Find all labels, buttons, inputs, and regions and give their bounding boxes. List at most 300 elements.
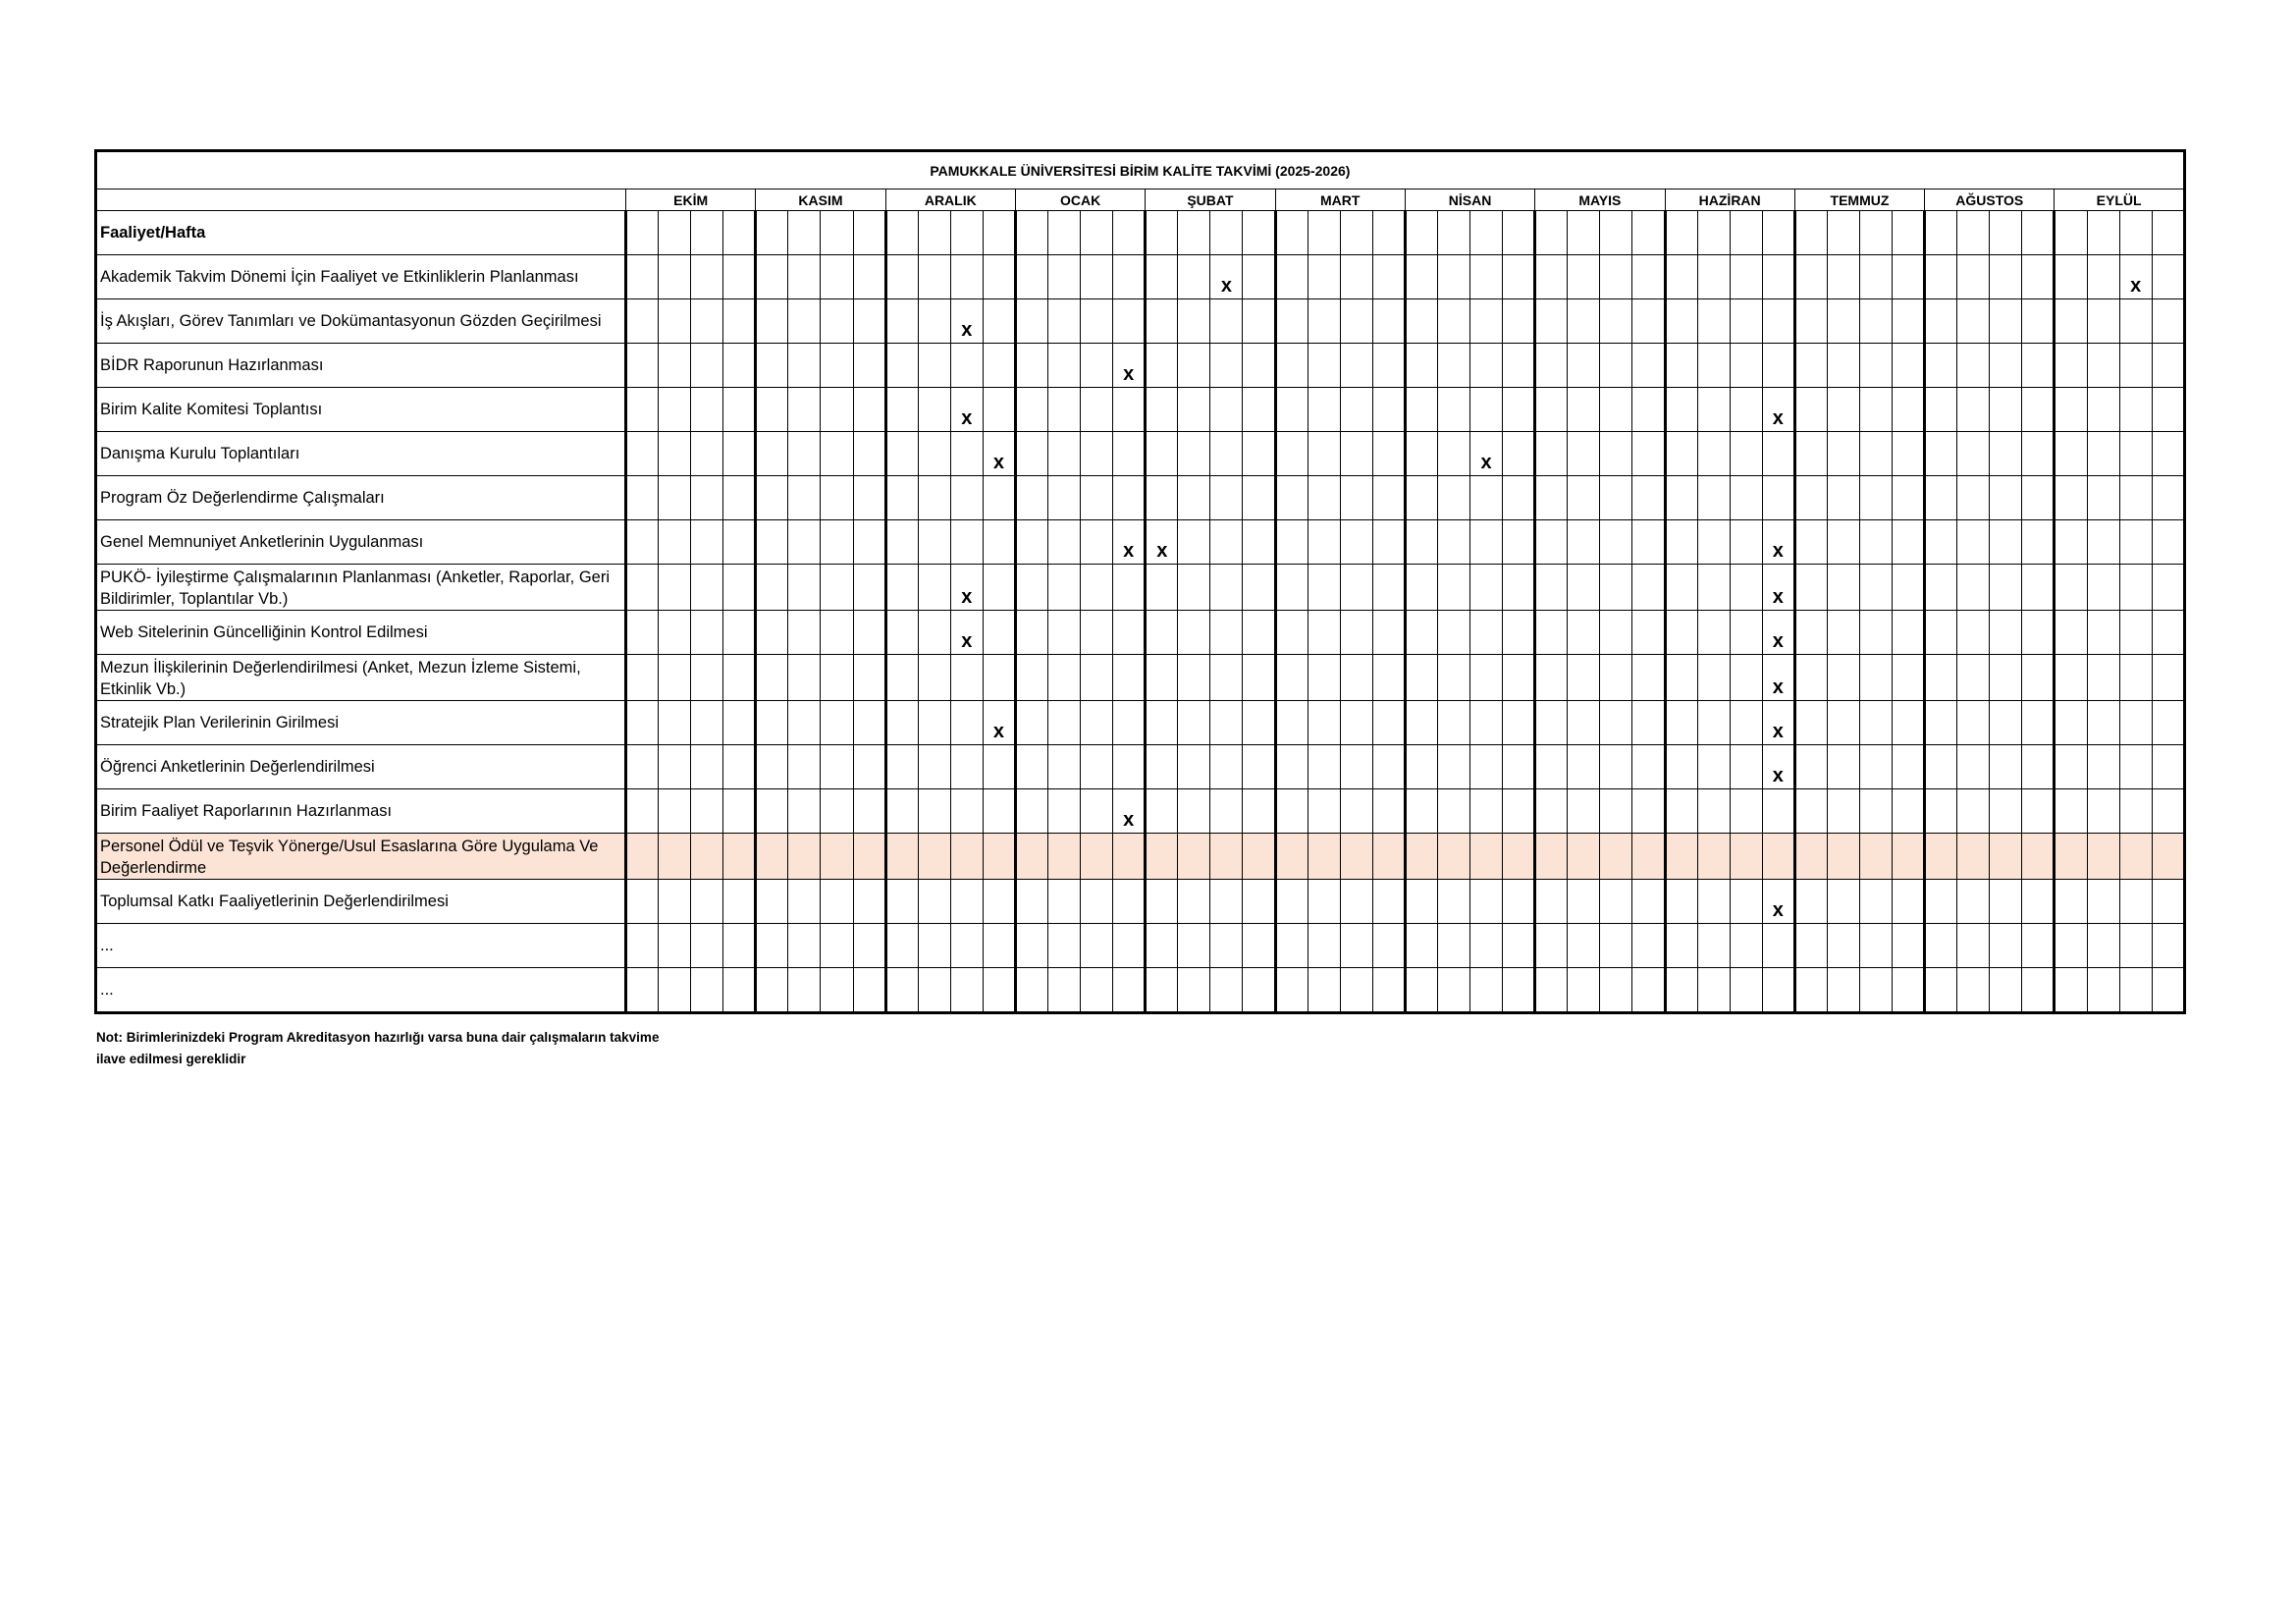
activity-week-cell [1827,701,1859,745]
activity-week-cell [659,565,691,611]
activity-week-cell [1730,565,1762,611]
activity-label: Danışma Kurulu Toplantıları [96,432,626,476]
activity-week-cell [1243,255,1275,299]
x-mark: x [1156,540,1168,562]
activity-week-cell [626,344,659,388]
month-header: HAZİRAN [1665,189,1794,211]
activity-week-cell [1210,611,1243,655]
activity-week-cell [1405,432,1437,476]
activity-week-cell [2119,520,2152,565]
activity-week-cell [821,520,853,565]
activity-week-cell [1632,880,1665,924]
activity-week-cell [1113,655,1146,701]
activity-week-cell [1794,701,1827,745]
activity-week-cell [1372,388,1405,432]
activity-week-cell [1665,701,1697,745]
x-mark: x [1123,809,1135,831]
activity-week-cell [1243,476,1275,520]
activity-week-cell [1048,432,1081,476]
activity-week-cell [2087,834,2119,880]
activity-week-cell [1665,968,1697,1013]
activity-week-cell [1275,255,1308,299]
activity-week-cell [659,968,691,1013]
activity-week-cell [2152,432,2184,476]
activity-week-cell [1081,701,1113,745]
activity-week-cell [2152,745,2184,789]
activity-week-cell [1762,611,1794,655]
activity-week-cell [1113,432,1146,476]
activity-week-cell [1893,880,1925,924]
activity-week-cell [885,789,918,834]
activity-week-cell [1015,476,1047,520]
activity-week-cell [1081,880,1113,924]
activity-week-cell [1340,611,1372,655]
activity-week-cell [1665,344,1697,388]
activity-week-cell [1048,834,1081,880]
activity-week-cell [723,299,756,344]
activity-week-cell [1113,968,1146,1013]
activity-week-cell [1308,476,1340,520]
activity-week-cell [2152,701,2184,745]
activity-week-cell [1015,520,1047,565]
month-header: NİSAN [1405,189,1534,211]
activity-week-cell [1340,344,1372,388]
activity-week-cell [1372,565,1405,611]
activity-week-cell [2119,834,2152,880]
activity-week-cell [2119,880,2152,924]
activity-week-cell [1178,344,1210,388]
activity-week-cell [756,611,788,655]
activity-week-cell [2055,432,2087,476]
activity-week-cell [723,565,756,611]
activity-week-cell [1015,834,1047,880]
activity-week-cell [1405,520,1437,565]
activity-week-cell [1632,701,1665,745]
activity-week-cell [1405,565,1437,611]
activity-week-cell [2055,745,2087,789]
activity-week-cell [1275,745,1308,789]
x-mark: x [1772,721,1784,742]
activity-week-cell [723,255,756,299]
activity-week-cell [1113,520,1146,565]
activity-week-cell [1632,299,1665,344]
activity-row [96,565,2185,611]
activity-week-cell [1308,701,1340,745]
quality-calendar-table [94,149,2186,1014]
activity-week-cell [1275,880,1308,924]
activity-week-cell [1437,968,1469,1013]
activity-week-cell [950,655,983,701]
activity-week-cell [756,655,788,701]
activity-week-cell [1925,834,1957,880]
activity-week-cell [1893,565,1925,611]
activity-week-cell [756,432,788,476]
activity-row [96,924,2185,968]
activity-week-cell [1146,611,1178,655]
activity-week-cell [1859,388,1892,432]
activity-week-cell [1859,476,1892,520]
activity-row [96,611,2185,655]
header-week-cell [1859,211,1892,255]
activity-week-cell [1340,255,1372,299]
activity-week-cell [2087,520,2119,565]
activity-week-cell [1340,745,1372,789]
header-week-cell [2022,211,2055,255]
activity-week-cell [1340,476,1372,520]
activity-week-cell [1015,701,1047,745]
activity-week-cell [1210,565,1243,611]
activity-week-cell [1762,565,1794,611]
activity-week-cell [1243,388,1275,432]
activity-week-cell [1015,388,1047,432]
activity-week-cell [1794,388,1827,432]
x-mark: x [1480,452,1492,473]
activity-week-cell [1697,432,1730,476]
activity-week-cell [1243,834,1275,880]
activity-week-cell [2022,255,2055,299]
activity-week-cell [1210,655,1243,701]
x-mark: x [1772,586,1784,608]
activity-week-cell [1178,880,1210,924]
activity-week-cell [1535,968,1568,1013]
activity-week-cell [1081,432,1113,476]
activity-week-cell [1340,924,1372,968]
activity-week-cell [983,565,1015,611]
activity-week-cell [659,299,691,344]
x-mark: x [1772,899,1784,921]
x-mark: x [2130,275,2142,297]
activity-week-cell [1697,299,1730,344]
activity-week-cell [1665,834,1697,880]
activity-week-cell [2022,924,2055,968]
activity-week-cell [788,880,821,924]
activity-week-cell [1015,745,1047,789]
activity-week-cell [853,745,885,789]
activity-week-cell [1794,834,1827,880]
activity-week-cell [1925,432,1957,476]
activity-week-cell [950,299,983,344]
activity-week-cell [1308,255,1340,299]
activity-week-cell [1893,476,1925,520]
activity-week-cell [1568,611,1600,655]
activity-week-cell [950,476,983,520]
activity-week-cell [1697,834,1730,880]
activity-week-cell [1665,789,1697,834]
header-week-cell [723,211,756,255]
activity-week-cell [918,789,950,834]
header-week-cell [1827,211,1859,255]
activity-row [96,701,2185,745]
activity-week-cell [1632,789,1665,834]
activity-week-cell [1827,655,1859,701]
activity-week-cell [723,701,756,745]
activity-week-cell [1730,834,1762,880]
activity-week-cell [1730,388,1762,432]
activity-week-cell [756,344,788,388]
activity-week-cell [1925,565,1957,611]
activity-week-cell [1503,520,1535,565]
activity-week-cell [1113,924,1146,968]
activity-week-cell [1503,745,1535,789]
activity-week-cell [788,745,821,789]
activity-week-cell [1048,565,1081,611]
activity-week-cell [1632,745,1665,789]
activity-week-cell [1081,745,1113,789]
activity-week-cell [1503,611,1535,655]
activity-week-cell [1146,834,1178,880]
activity-week-cell [1762,701,1794,745]
activity-week-cell [691,432,723,476]
x-mark: x [1220,275,1232,297]
activity-week-cell [626,520,659,565]
activity-week-cell [1470,789,1503,834]
activity-week-cell [2152,968,2184,1013]
activity-week-cell [1372,880,1405,924]
activity-week-cell [2152,299,2184,344]
activity-week-cell [1730,880,1762,924]
activity-week-cell [626,299,659,344]
activity-week-cell [1957,968,1990,1013]
activity-week-cell [1990,565,2022,611]
activity-week-cell [659,834,691,880]
activity-week-cell [1632,834,1665,880]
header-week-cell [918,211,950,255]
activity-week-cell [1697,344,1730,388]
activity-week-cell [1210,476,1243,520]
activity-week-cell [1665,520,1697,565]
activity-week-cell [1048,880,1081,924]
activity-week-cell [1210,968,1243,1013]
activity-week-cell [691,924,723,968]
activity-week-cell [1697,745,1730,789]
activity-week-cell [1827,432,1859,476]
activity-week-cell [659,655,691,701]
activity-week-cell [1178,701,1210,745]
activity-week-cell [1275,432,1308,476]
activity-week-cell [1957,344,1990,388]
activity-week-cell [1730,968,1762,1013]
activity-week-cell [2119,611,2152,655]
activity-week-cell [1697,789,1730,834]
activity-week-cell [1535,924,1568,968]
activity-week-cell [1957,924,1990,968]
activity-week-cell [821,924,853,968]
activity-week-cell [1568,520,1600,565]
x-mark: x [992,721,1004,742]
activity-week-cell [2055,968,2087,1013]
activity-week-cell [1113,611,1146,655]
activity-week-cell [1340,520,1372,565]
activity-week-cell [1146,565,1178,611]
activity-week-cell [691,701,723,745]
activity-week-cell [2087,299,2119,344]
activity-week-cell [853,344,885,388]
activity-week-cell [1697,968,1730,1013]
activity-week-cell [885,344,918,388]
activity-week-cell [788,344,821,388]
month-header: OCAK [1015,189,1145,211]
activity-week-cell [691,344,723,388]
activity-week-cell [918,344,950,388]
activity-week-cell [1990,611,2022,655]
header-week-cell [1665,211,1697,255]
activity-week-cell [1990,924,2022,968]
activity-week-cell [2119,476,2152,520]
activity-row [96,476,2185,520]
activity-week-cell [885,476,918,520]
activity-week-cell [1535,476,1568,520]
activity-week-cell [950,701,983,745]
activity-week-cell [1990,701,2022,745]
activity-week-cell [1794,968,1827,1013]
activity-week-cell [691,388,723,432]
activity-week-cell [691,565,723,611]
x-mark: x [1123,363,1135,385]
activity-week-cell [1146,880,1178,924]
activity-week-cell [1535,344,1568,388]
activity-week-cell [1437,388,1469,432]
activity-week-cell [788,655,821,701]
activity-week-cell [1957,255,1990,299]
activity-week-cell [1308,745,1340,789]
activity-week-cell [1794,255,1827,299]
activity-week-cell [2119,924,2152,968]
month-header: ARALIK [885,189,1015,211]
activity-week-cell [1146,655,1178,701]
activity-week-cell [1405,255,1437,299]
activity-week-cell [1535,611,1568,655]
activity-week-cell [2022,834,2055,880]
activity-week-cell [2119,565,2152,611]
activity-week-cell [2119,789,2152,834]
activity-week-cell [1372,476,1405,520]
activity-week-cell [1308,968,1340,1013]
activity-week-cell [788,299,821,344]
activity-week-cell [1210,520,1243,565]
activity-week-cell [1113,255,1146,299]
activity-week-cell [659,344,691,388]
activity-week-cell [1340,789,1372,834]
header-week-cell [853,211,885,255]
activity-week-cell [626,924,659,968]
activity-week-cell [983,344,1015,388]
activity-week-cell [1535,880,1568,924]
activity-week-cell [1405,745,1437,789]
activity-week-cell [885,432,918,476]
activity-week-cell [1665,655,1697,701]
activity-week-cell [1178,611,1210,655]
activity-week-cell [626,255,659,299]
header-week-cell [1925,211,1957,255]
activity-week-cell [1081,834,1113,880]
activity-week-cell [1600,432,1632,476]
activity-week-cell [1503,789,1535,834]
activity-week-cell [2119,299,2152,344]
activity-week-cell [2055,299,2087,344]
activity-week-cell [1210,880,1243,924]
activity-week-cell [1146,299,1178,344]
activity-week-cell [659,611,691,655]
activity-week-cell [1146,968,1178,1013]
activity-row [96,834,2185,880]
activity-week-cell [983,968,1015,1013]
activity-week-cell [1405,344,1437,388]
x-mark: x [1772,540,1784,562]
activity-week-cell [1275,344,1308,388]
activity-week-cell [659,701,691,745]
activity-week-cell [1048,655,1081,701]
activity-week-cell [1827,255,1859,299]
activity-week-cell [691,520,723,565]
activity-week-cell [1827,968,1859,1013]
activity-week-cell [1665,299,1697,344]
activity-week-cell [1925,255,1957,299]
activity-week-cell [1535,745,1568,789]
activity-week-cell [1048,789,1081,834]
activity-week-cell [1437,520,1469,565]
activity-week-cell [853,476,885,520]
activity-week-cell [1827,834,1859,880]
activity-week-cell [1470,476,1503,520]
activity-week-cell [2022,565,2055,611]
activity-week-cell [1730,655,1762,701]
header-week-cell [1372,211,1405,255]
activity-week-cell [1957,655,1990,701]
header-week-cell [2152,211,2184,255]
activity-week-cell [1178,255,1210,299]
activity-week-cell [821,299,853,344]
activity-week-cell [2055,834,2087,880]
activity-week-cell [1308,834,1340,880]
activity-week-cell [1113,834,1146,880]
activity-week-cell [1600,611,1632,655]
activity-week-cell [2119,255,2152,299]
activity-week-cell [1568,388,1600,432]
activity-week-cell [691,611,723,655]
activity-week-cell [1762,880,1794,924]
activity-week-cell [691,255,723,299]
activity-week-cell [756,789,788,834]
activity-week-cell [2055,344,2087,388]
activity-week-cell [1600,834,1632,880]
header-week-cell [1275,211,1308,255]
activity-week-cell [950,834,983,880]
activity-week-cell [1275,388,1308,432]
header-week-cell [983,211,1015,255]
activity-week-cell [1308,299,1340,344]
activity-week-cell [885,655,918,701]
activity-week-cell [1372,701,1405,745]
activity-row [96,299,2185,344]
activity-week-cell [788,432,821,476]
activity-week-cell [1568,968,1600,1013]
activity-week-cell [1859,968,1892,1013]
activity-week-cell [1925,344,1957,388]
activity-week-cell [626,701,659,745]
activity-week-cell [1210,344,1243,388]
activity-week-cell [983,655,1015,701]
activity-week-cell [885,834,918,880]
activity-week-cell [1730,701,1762,745]
activity-week-cell [2022,655,2055,701]
activity-week-cell [2087,344,2119,388]
activity-week-cell [1210,299,1243,344]
activity-week-cell [1859,789,1892,834]
activity-week-cell [918,255,950,299]
activity-week-cell [885,701,918,745]
activity-week-cell [821,255,853,299]
activity-week-cell [1535,255,1568,299]
